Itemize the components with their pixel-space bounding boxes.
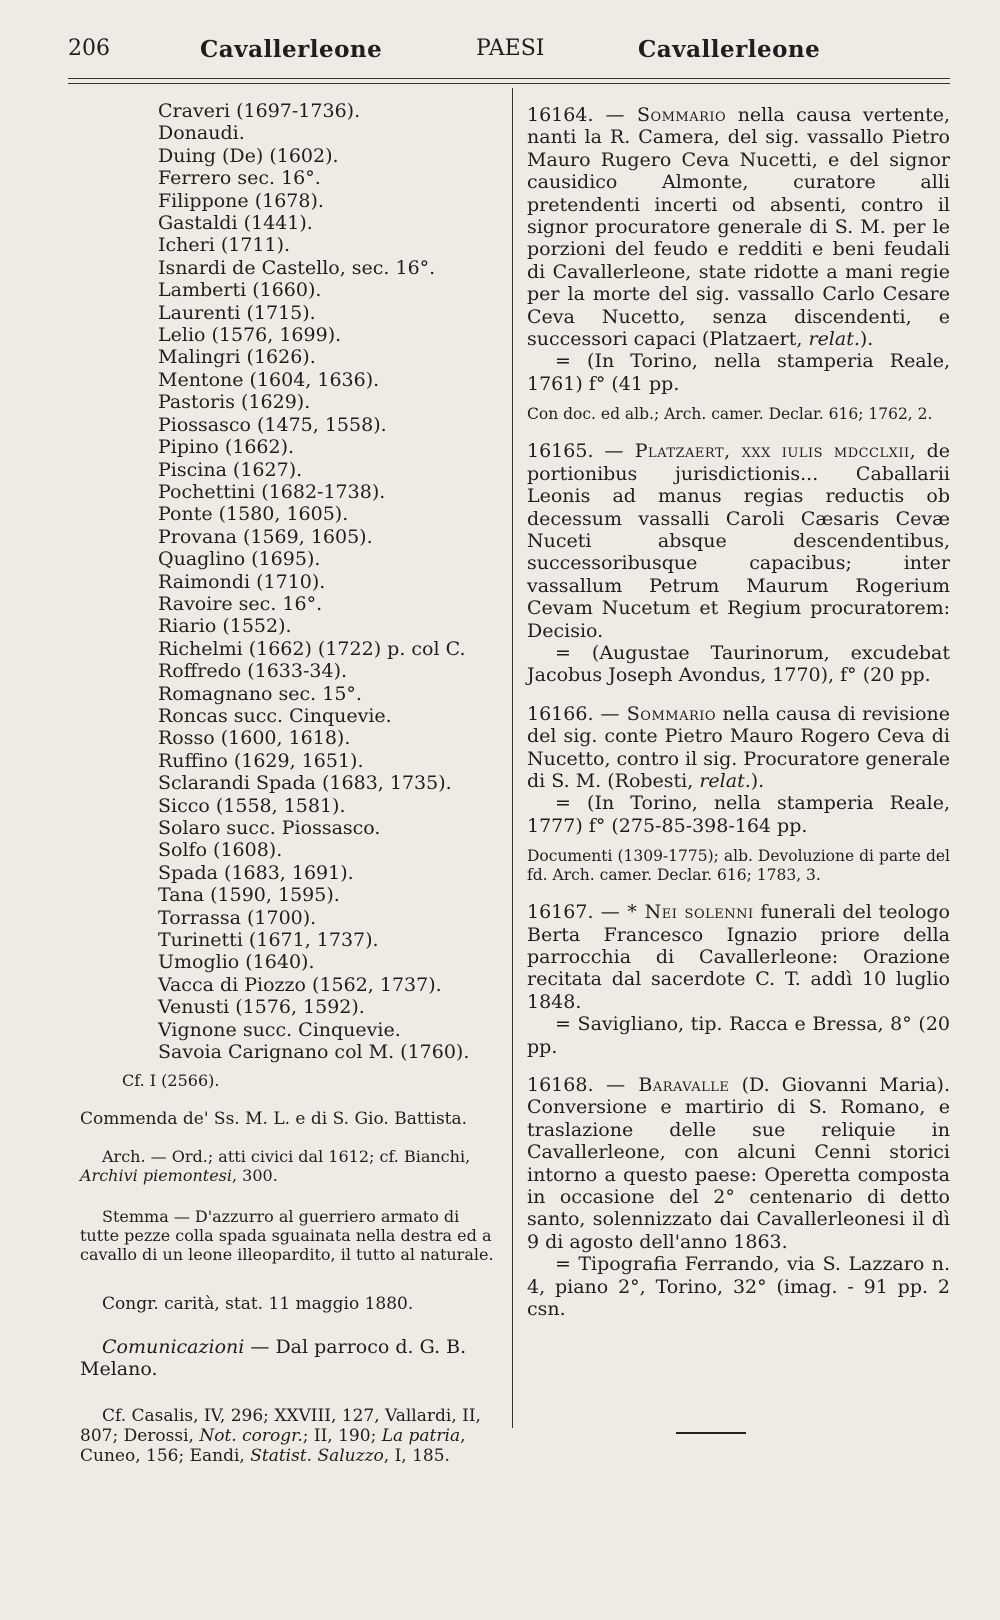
communications-note: Comunicazioni — Dal parroco d. G. B. Melano. [80, 1336, 467, 1381]
name-list-item: Provana (1569, 1605). [158, 525, 373, 548]
commenda-line: Commenda de' Ss. M. L. e di S. Gio. Battista. [80, 1109, 468, 1130]
name-list-item: Solfo (1608). [158, 839, 283, 862]
name-list-item: Tana (1590, 1595). [158, 884, 340, 907]
name-list-item: Craveri (1697-1736). [158, 100, 361, 122]
name-list-item: Lelio (1576, 1699). [158, 324, 342, 347]
name-list-item: Pastoris (1629). [158, 391, 311, 414]
header-right-title: Cavallerleone [638, 36, 821, 63]
right-column [527, 104, 950, 1337]
running-header [68, 36, 950, 76]
entry-16168: 16168. — Baravalle (D. Giovanni Maria). Conversione e martirio di S. Romano, e traslazione delle sue reliquie in Cavallerleone, con alcuni Cenni storici intorno a questo paese: Operetta composta in occasione del 2° centenario di detto santo, solennizzato dai Cavallerleonesi il dì 9 di agosto dell'anno 1863. = Tipografia Ferrando, via S. Lazzaro n. 4, piano 2°, Torino, 32° (imag. - 91 pp. 2 csn. [527, 1074, 951, 1321]
entry-note: Documenti (1309-1775); alb. Devoluzione di parte del fd. Arch. camer. Declar. 616; 1783, 3. [527, 847, 950, 885]
name-list-item: Romagnano sec. 15°. [158, 682, 362, 705]
name-list-item: Ferrero sec. 16°. [158, 167, 321, 190]
bibliography-note: Cf. Casalis, IV, 296; XXVIII, 127, Vallardi, II, 807; Derossi, Not. corogr.; II, 190; La patria, Cuneo, 156; Eandi, Statist. Saluzzo, I, 185. [80, 1406, 481, 1467]
name-list-item: Gastaldi (1441). [158, 212, 313, 235]
name-list-item: Icheri (1711). [158, 234, 291, 257]
name-list-item: Piossasco (1475, 1558). [158, 413, 387, 436]
name-list-item: Piscina (1627). [158, 458, 303, 481]
name-list-item: Duing (De) (1602). [158, 144, 339, 167]
name-list-item: Quaglino (1695). [158, 548, 321, 571]
entry-16166: 16166. — Sommario nella causa di revisione del sig. conte Pietro Mauro Rogero Ceva di Nucetto, contro il sig. Procuratore generale di S. M. (Robesti, relat.). = (In Torino, nella stamperia Reale, 1777) f° (275-85-398-164 pp. Documenti (1309-1775); alb. Devoluzione di parte del fd. Arch. camer. Declar. 616; 1783, 3. [527, 702, 950, 885]
name-list-item: Richelmi (1662) (1722) p. col C. [158, 637, 466, 660]
name-list-item: Malingri (1626). [158, 346, 316, 369]
cross-reference: Cf. I (2566). [122, 1071, 220, 1091]
name-list-item: Riario (1552). [158, 615, 292, 638]
name-list-item: Umoglio (1640). [158, 951, 315, 974]
entry-16165: 16165. — Platzaert, xxx iulis mdcclxii, de portionibus jurisdictionis... Caballarii Leonis ad manus regias reductis ob decessum vassalli Caroli Cæsaris Cevæ Nuceti absque descendentibus, successoribusque capacibus; inter vassallum Petrum Maurum Rogerium Cevam Nucetum et Regium procuratorem: Decisio. = (Augustae Taurinorum, excudebat Jacobus Joseph Avondus, 1770), f° (20 pp. [527, 440, 950, 687]
imprint: = (In Torino, nella stamperia Reale, 1777) f° (275-85-398-164 pp. [527, 792, 950, 837]
name-list-item: Isnardi de Castello, sec. 16°. [158, 256, 436, 279]
coat-of-arms-note: Stemma — D'azzurro al guerriero armato di tutte pezze colla spada sguainata nella destra ed a cavallo di un leone illeopardito, il tutto al naturale. [80, 1207, 494, 1265]
column-divider [512, 88, 513, 1428]
name-list-item: Filippone (1678). [158, 189, 324, 212]
name-list-item: Turinetti (1671, 1737). [158, 929, 379, 952]
name-list-item: Laurenti (1715). [158, 301, 316, 324]
header-section-title: PAESI [476, 36, 545, 61]
header-left-title: Cavallerleone [200, 36, 383, 63]
name-list-item: Spada (1683, 1691). [158, 861, 354, 884]
header-rule [68, 78, 950, 79]
name-list-item: Rosso (1600, 1618). [158, 727, 351, 750]
imprint: = Tipografia Ferrando, via S. Lazzaro n. 4, piano 2°, Torino, 32° (imag. - 91 pp. 2 csn. [527, 1253, 950, 1321]
name-list-item: Vacca di Piozzo (1562, 1737). [158, 973, 442, 996]
name-list-item: Pipino (1662). [158, 436, 295, 459]
name-list-item: Roncas succ. Cinquevie. [158, 704, 392, 727]
name-list-item: Venusti (1576, 1592). [158, 996, 365, 1019]
entry-16167: 16167. — * Nei solenni funerali del teologo Berta Francesco Ignazio priore della parrocchia di Cavallerleone: Orazione recitata dal sacerdote C. T. addì 10 luglio 1848. = Savigliano, tip. Racca e Bressa, 8° (20 pp. [527, 901, 950, 1058]
congregation-note: Congr. carità, stat. 11 maggio 1880. [102, 1294, 414, 1315]
header-rule-thin [68, 83, 950, 84]
name-list-item: Mentone (1604, 1636). [158, 368, 380, 391]
name-list-item: Ruffino (1629, 1651). [158, 749, 364, 772]
entry-note: Con doc. ed alb.; Arch. camer. Declar. 616; 1762, 2. [527, 405, 933, 424]
name-list-item: Raimondi (1710). [158, 570, 326, 593]
name-list-item: Lamberti (1660). [158, 279, 322, 302]
name-list-item: Savoia Carignano col M. (1760). [158, 1041, 470, 1064]
imprint: = (Augustae Taurinorum, excudebat Jacobus Joseph Avondus, 1770), f° (20 pp. [527, 641, 950, 687]
imprint: = Savigliano, tip. Racca e Bressa, 8° (20 pp. [527, 1013, 950, 1058]
name-list-item: Ponte (1580, 1605). [158, 503, 349, 526]
page-number: 206 [68, 36, 110, 61]
name-list-item: Ravoire sec. 16°. [158, 592, 323, 615]
name-list-item: Solaro succ. Piossasco. [158, 817, 381, 839]
name-list-item: Vignone succ. Cinquevie. [158, 1018, 401, 1041]
name-list-item: Roffredo (1633-34). [158, 660, 348, 683]
name-list-item: Pochettini (1682-1738). [158, 480, 386, 503]
family-names-list [80, 100, 495, 1063]
name-list-item: Torrassa (1700). [158, 906, 317, 929]
name-list-item: Donaudi. [158, 122, 245, 145]
name-list-item: Sclarandi Spada (1683, 1735). [158, 772, 452, 795]
archive-note: Arch. — Ord.; atti civici dal 1612; cf. Bianchi, Archivi piemontesi, 300. [80, 1147, 471, 1186]
name-list-item: Sicco (1558, 1581). [158, 794, 346, 817]
imprint: = (In Torino, nella stamperia Reale, 1761) f° (41 pp. [527, 350, 950, 395]
end-rule [676, 1432, 746, 1434]
entry-16164: 16164. — Sommario nella causa vertente, nanti la R. Camera, del sig. vassallo Pietro Mauro Rugero Ceva Nucetti, e del signor causidico Almonte, curatore alli pretendenti incerti od absenti, contro il signor procuratore generale di S. M. per le porzioni del feudo e redditi e beni feudali di Cavallerleone, state ridotte a mani regie per la morte del sig. vassallo Carlo Cesare Ceva Nucetto, senza discendenti, e successori capaci (Platzaert, relat.). = (In Torino, nella stamperia Reale, 1761) f° (41 pp. Con doc. ed alb.; Arch. camer. Declar. 616; 1762, 2. [527, 104, 950, 424]
left-column [80, 100, 495, 1466]
